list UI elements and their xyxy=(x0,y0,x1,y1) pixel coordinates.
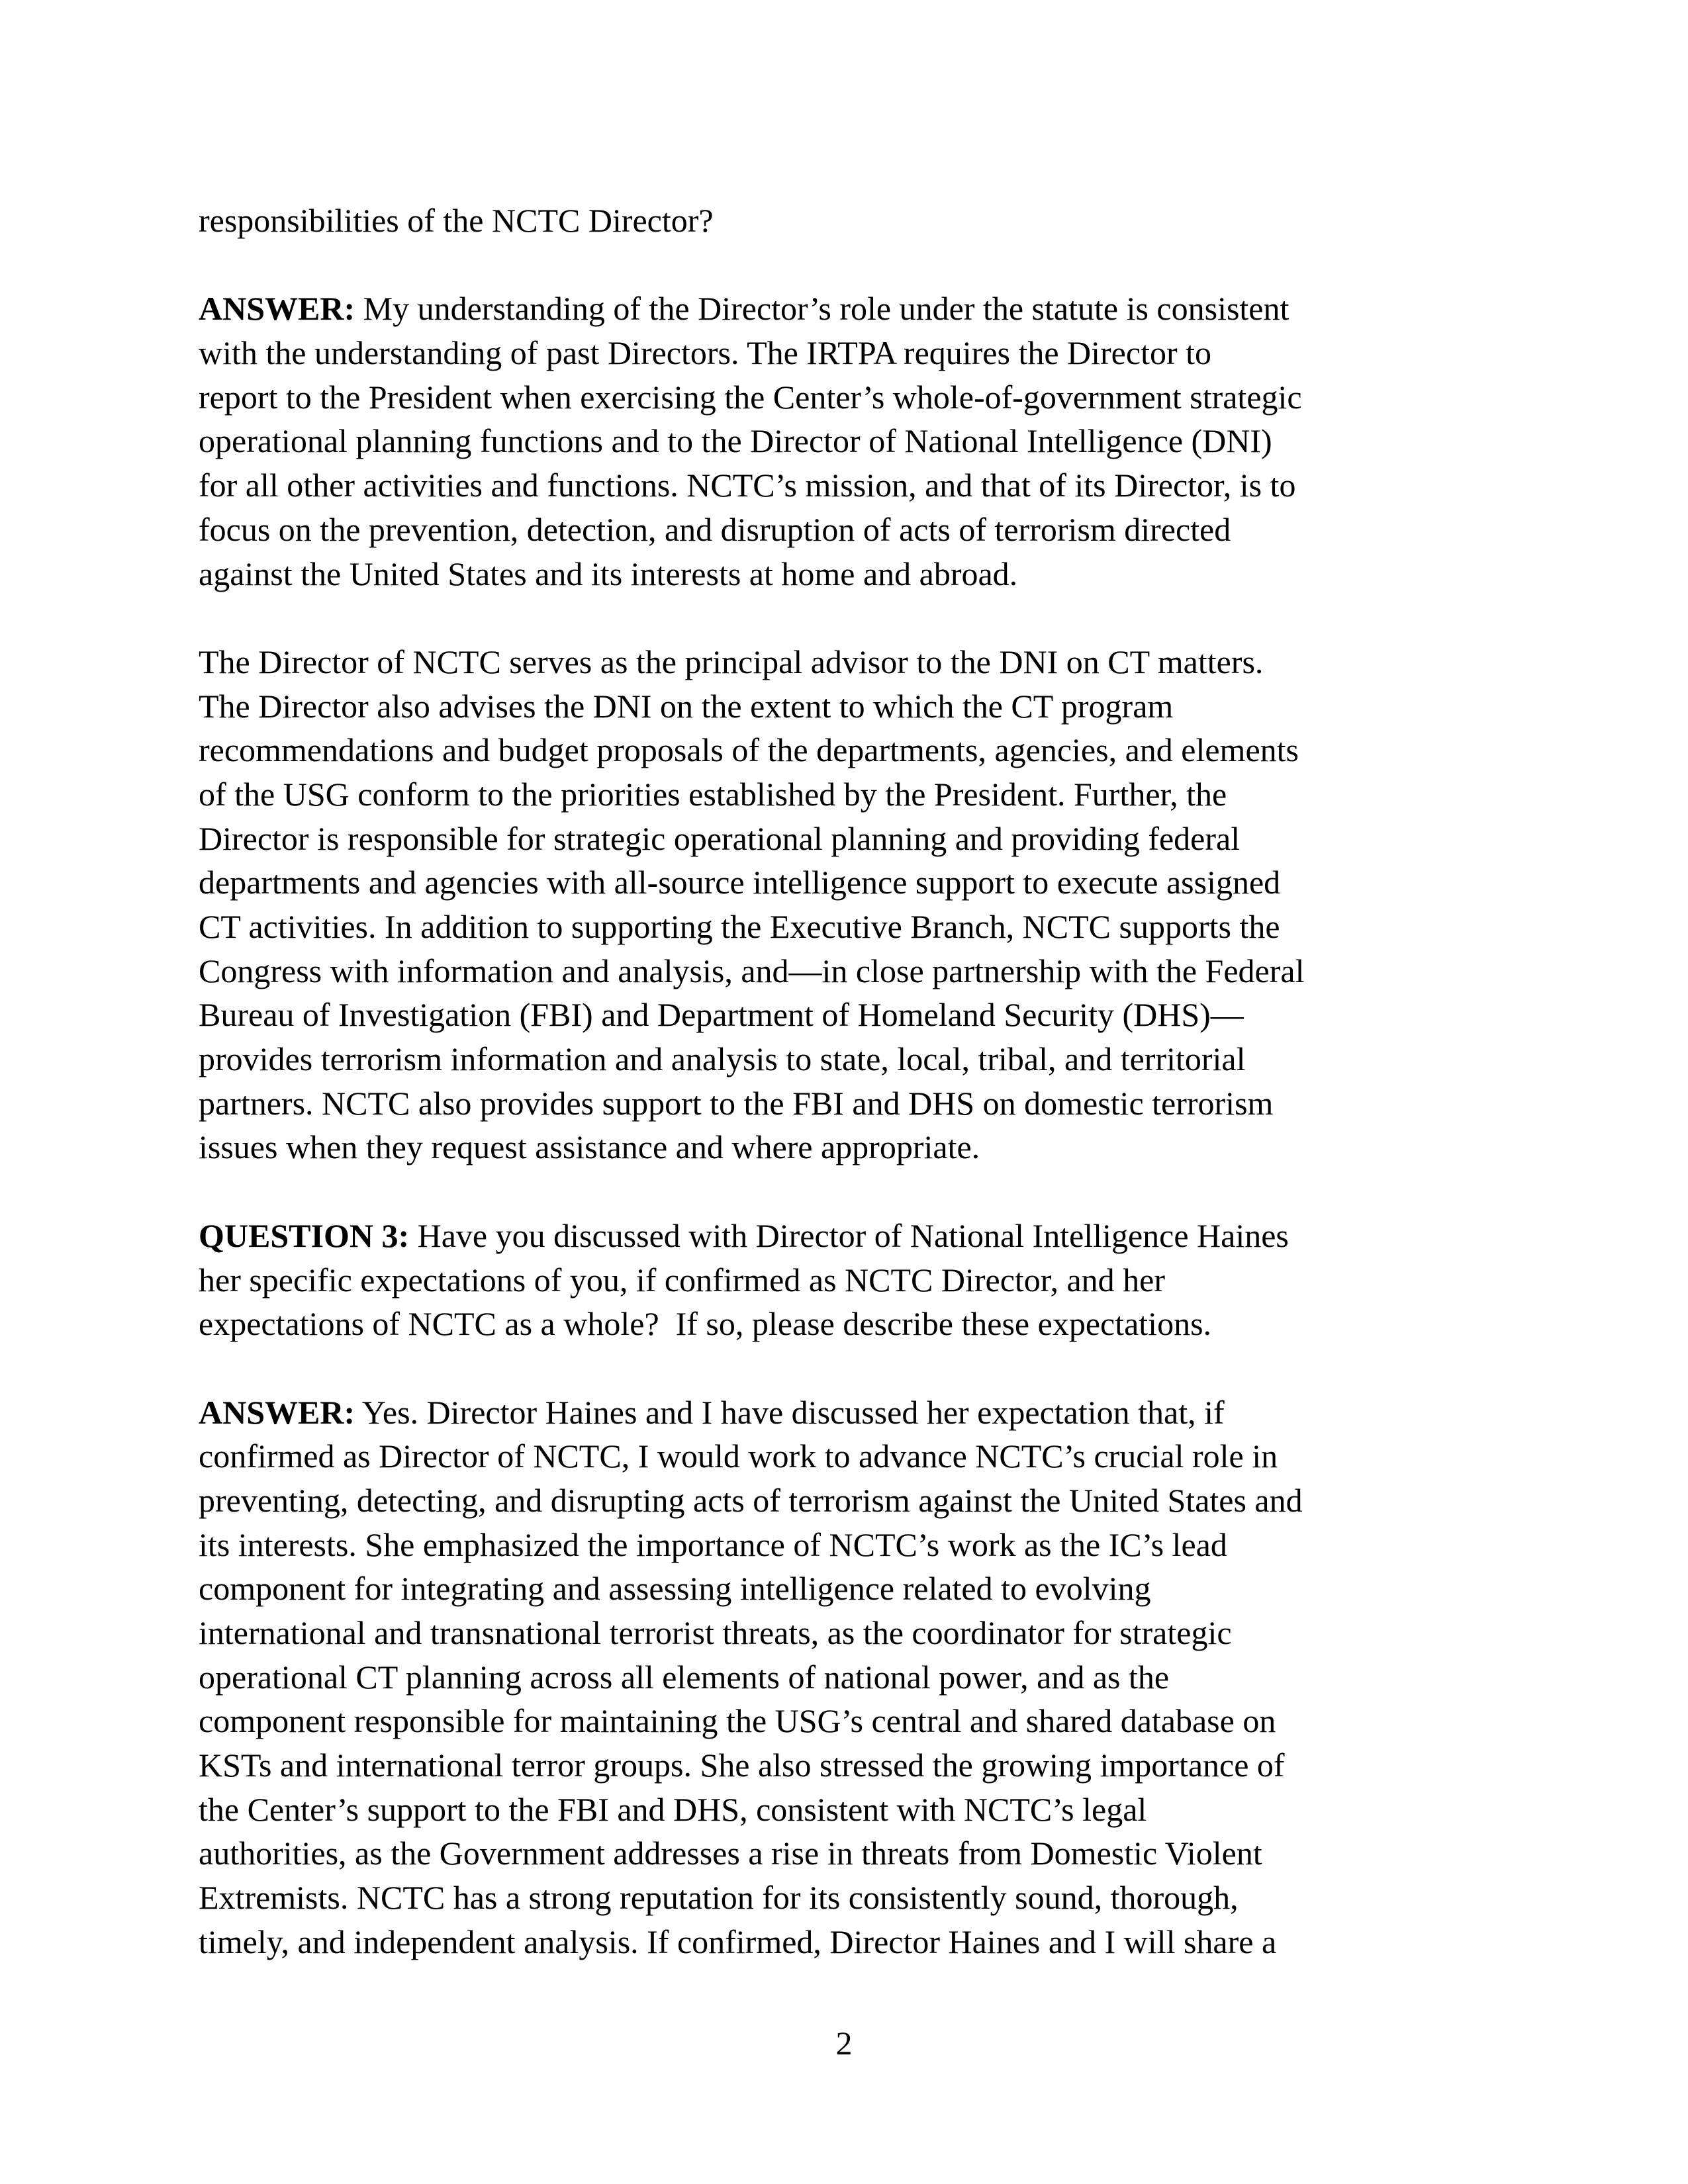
answer-label: ANSWER: xyxy=(199,290,355,328)
paragraph-gap xyxy=(199,1169,1496,1214)
text-line xyxy=(199,860,1496,905)
line-text: Extremists. NCTC has a strong reputation for its consistently sound, thorough, xyxy=(199,1879,1239,1917)
text-line xyxy=(199,552,1496,596)
line-text: partners. NCTC also provides support to the FBI and DHS on domestic terrorism xyxy=(199,1084,1274,1122)
text-line xyxy=(199,684,1496,729)
question-block xyxy=(199,1214,1496,1346)
text-line xyxy=(199,1302,1496,1346)
line-text: operational planning functions and to the Director of National Intelligence (DNI) xyxy=(199,422,1272,460)
answer-block xyxy=(199,1390,1496,1964)
text-line xyxy=(199,287,1496,331)
line-text: Bureau of Investigation (FBI) and Department of Homeland Security (DHS)— xyxy=(199,996,1244,1034)
text-line xyxy=(199,1081,1496,1126)
line-text: responsibilities of the NCTC Director? xyxy=(199,202,714,239)
paragraph-gap xyxy=(199,1346,1496,1390)
line-text: operational CT planning across all elements of national power, and as the xyxy=(199,1658,1170,1696)
line-text: component responsible for maintaining the USG’s central and shared database on xyxy=(199,1702,1276,1740)
text-line xyxy=(199,1523,1496,1567)
line-text: focus on the prevention, detection, and disruption of acts of terrorism directed xyxy=(199,510,1231,548)
line-text: departments and agencies with all-source intelligence support to execute assigned xyxy=(199,864,1281,901)
text-line xyxy=(199,728,1496,772)
text-line xyxy=(199,640,1496,684)
line-text: preventing, detecting, and disrupting acts of terrorism against the United States and xyxy=(199,1481,1303,1519)
text-line xyxy=(199,1567,1496,1611)
text-line xyxy=(199,772,1496,817)
text-line xyxy=(199,1920,1496,1964)
line-text: her specific expectations of you, if confirmed as NCTC Director, and her xyxy=(199,1261,1165,1298)
line-text: Director is responsible for strategic operational planning and providing federal xyxy=(199,819,1241,857)
line-text: of the USG conform to the priorities established by the President. Further, the xyxy=(199,775,1227,813)
line-text: Yes. Director Haines and I have discussed her expectation that, if xyxy=(355,1393,1225,1431)
text-line xyxy=(199,1258,1496,1302)
text-line xyxy=(199,1125,1496,1169)
text-line xyxy=(199,375,1496,420)
line-text: Have you discussed with Director of National Intelligence Haines xyxy=(409,1216,1289,1254)
line-text: expectations of NCTC as a whole? If so, please describe these expectations. xyxy=(199,1305,1212,1343)
line-text: The Director of NCTC serves as the principal advisor to the DNI on CT matters. xyxy=(199,643,1264,680)
text-line xyxy=(199,199,1496,243)
line-text: against the United States and its interests at home and abroad. xyxy=(199,555,1018,592)
line-text: component for integrating and assessing intelligence related to evolving xyxy=(199,1570,1151,1608)
text-line xyxy=(199,463,1496,508)
line-text: timely, and independent analysis. If confirmed, Director Haines and I will share a xyxy=(199,1923,1277,1960)
line-text: recommendations and budget proposals of the departments, agencies, and elements xyxy=(199,731,1299,769)
text-line xyxy=(199,508,1496,552)
text-line xyxy=(199,1434,1496,1479)
text-line xyxy=(199,1611,1496,1655)
continuation-block xyxy=(199,199,1496,243)
text-line xyxy=(199,1831,1496,1876)
line-text: report to the President when exercising the Center’s whole-of-government strategic xyxy=(199,378,1302,416)
page-number: 2 xyxy=(835,2025,853,2062)
text-line xyxy=(199,1037,1496,1081)
text-line xyxy=(199,1876,1496,1920)
document-page xyxy=(199,199,1496,1964)
text-line xyxy=(199,817,1496,861)
line-text: authorities, as the Government addresses a rise in threats from Domestic Violent xyxy=(199,1835,1262,1872)
line-text: the Center’s support to the FBI and DHS, consistent with NCTC’s legal xyxy=(199,1790,1147,1828)
text-line xyxy=(199,949,1496,993)
line-text: its interests. She emphasized the importance of NCTC’s work as the IC’s lead xyxy=(199,1525,1227,1563)
text-line xyxy=(199,993,1496,1037)
line-text: with the understanding of past Directors. The IRTPA requires the Director to xyxy=(199,334,1212,372)
line-text: issues when they request assistance and where appropriate. xyxy=(199,1128,980,1166)
line-text: Congress with information and analysis, and—in close partnership with the Federal xyxy=(199,952,1305,989)
text-line xyxy=(199,1214,1496,1258)
answer-label: ANSWER: xyxy=(199,1393,355,1431)
line-text: KSTs and international terror groups. She also stressed the growing importance of xyxy=(199,1747,1285,1784)
paragraph-gap xyxy=(199,243,1496,287)
text-line xyxy=(199,1479,1496,1523)
text-line xyxy=(199,419,1496,463)
text-line xyxy=(199,1699,1496,1743)
text-line xyxy=(199,905,1496,949)
line-text: My understanding of the Director’s role under the statute is consistent xyxy=(355,290,1289,328)
paragraph-block xyxy=(199,640,1496,1169)
text-line xyxy=(199,331,1496,375)
answer-block xyxy=(199,287,1496,596)
line-text: provides terrorism information and analysis to state, local, tribal, and territorial xyxy=(199,1040,1246,1078)
text-line xyxy=(199,1390,1496,1435)
text-line xyxy=(199,1788,1496,1832)
paragraph-gap xyxy=(199,596,1496,640)
question-label: QUESTION 3: xyxy=(199,1216,410,1254)
line-text: international and transnational terrorist threats, as the coordinator for strategic xyxy=(199,1614,1232,1651)
line-text: CT activities. In addition to supporting the Executive Branch, NCTC supports the xyxy=(199,908,1280,945)
line-text: The Director also advises the DNI on the extent to which the CT program xyxy=(199,687,1174,725)
line-text: for all other activities and functions. NCTC’s mission, and that of its Director, is to xyxy=(199,467,1296,504)
text-line xyxy=(199,1655,1496,1700)
line-text: confirmed as Director of NCTC, I would work to advance NCTC’s crucial role in xyxy=(199,1437,1278,1475)
text-line xyxy=(199,1743,1496,1788)
